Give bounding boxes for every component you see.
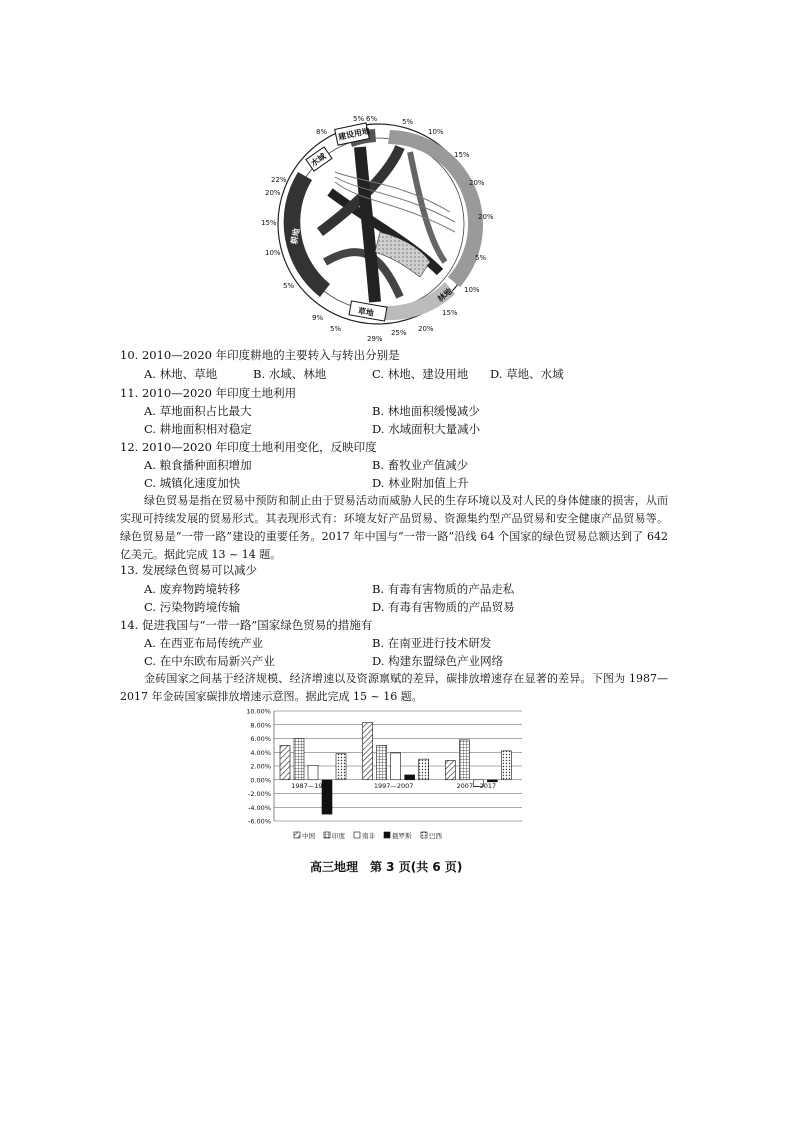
q12-option-c: C. 城镇化速度加快	[144, 476, 241, 490]
q10-option-a: A. 林地、草地	[144, 367, 218, 381]
y-tick-label: 0.00%	[250, 776, 271, 785]
bar-1	[445, 761, 455, 780]
carbon-growth-bar-chart	[232, 705, 532, 850]
pct-label: 5%	[475, 254, 487, 262]
pct-label: 20%	[265, 189, 281, 197]
pct-label: 10%	[428, 128, 444, 136]
passage-green-trade: 绿色贸易是指在贸易中预防和制止由于贸易活动而威胁人民的生存环境以及对人民的身体健康的损害，从而实现可持续发展的贸易形式。其表现形式有：环境友好产品贸易、资源集约型产品贸易和安全健康产品贸易等。绿色贸易是“一带一路”建设的重要任务。2017 年中国与“一带一路”沿线 64 个国家的绿色贸易总额达到了 642 亿美元。据此完成 13 ~ 14 题。	[120, 494, 668, 561]
pct-label: 10%	[265, 249, 281, 257]
pct-label: 6%	[366, 115, 378, 123]
q14-stem: 14. 促进我国与“一带一路”国家绿色贸易的措施有	[120, 618, 373, 632]
pct-label: 10%	[464, 286, 480, 294]
sector-label-construction: 建设用地	[337, 126, 371, 142]
y-tick-label: 10.00%	[246, 707, 271, 716]
legend-label: 南非	[362, 832, 375, 840]
pct-label: 5%	[402, 118, 414, 126]
q12-option-a: A. 粮食播种面积增加	[144, 458, 252, 472]
pct-label: 8%	[316, 128, 328, 136]
bar-5	[336, 754, 346, 780]
pct-label: 15%	[261, 219, 277, 227]
pct-label: 29%	[367, 335, 383, 343]
bar-3	[391, 753, 401, 780]
pct-label: 5%	[283, 282, 295, 290]
page-footer: 高三地理 第 3 页(共 6 页)	[310, 860, 463, 874]
q13-option-c: C. 污染物跨境传输	[144, 600, 241, 614]
pct-label: 15%	[442, 309, 458, 317]
pct-label: 15%	[454, 151, 470, 159]
q14-option-a: A. 在西亚布局传统产业	[144, 636, 264, 650]
category-label: 1997—2007	[373, 781, 414, 790]
legend-label: 中国	[302, 832, 315, 840]
bar-5	[501, 751, 511, 780]
bar-1	[280, 745, 290, 779]
y-tick-label: 8.00%	[250, 721, 271, 730]
sector-label-cropland: 耕地	[289, 227, 302, 245]
y-tick-label: -2.00%	[248, 790, 271, 798]
y-tick-label: 2.00%	[250, 762, 271, 771]
legend-swatch	[384, 832, 390, 838]
bar-2	[459, 740, 469, 780]
pct-label: 5%	[330, 325, 342, 333]
pct-label: 22%	[271, 176, 287, 184]
y-tick-label: -4.00%	[248, 803, 271, 812]
q11-stem: 11. 2010—2020 年印度土地利用	[120, 386, 297, 400]
q11-option-b: B. 林地面积缓慢减少	[372, 404, 480, 418]
q11-option-c: C. 耕地面积相对稳定	[144, 422, 252, 436]
bar-2	[294, 739, 304, 780]
q13-option-a: A. 废弃物跨境转移	[144, 582, 241, 596]
pct-label: 9%	[312, 314, 324, 322]
legend-swatch	[421, 832, 427, 838]
category-label: 1987—1997	[291, 781, 331, 790]
legend-label: 俄罗斯	[392, 832, 412, 840]
q11-option-a: A. 草地面积占比最大	[144, 404, 252, 418]
legend-swatch	[324, 832, 330, 838]
pct-label: 5%	[353, 115, 365, 123]
legend-label: 印度	[332, 832, 345, 840]
bar-2	[377, 745, 387, 779]
sector-label-forest: 林地	[435, 286, 454, 304]
y-tick-label: -6.00%	[248, 817, 271, 826]
q12-option-d: D. 林业附加值上升	[372, 476, 469, 490]
q12-option-b: B. 畜牧业产值减少	[372, 458, 469, 472]
q12-stem: 12. 2010—2020 年印度土地利用变化，反映印度	[120, 440, 377, 454]
q13-stem: 13. 发展绿色贸易可以减少	[120, 563, 257, 577]
q10-option-c: C. 林地、建设用地	[372, 367, 469, 381]
bar-1	[363, 723, 373, 780]
pct-label: 20%	[418, 325, 434, 333]
q14-option-d: D. 构建东盟绿色产业网络	[372, 654, 504, 668]
category-label: 2007—2017	[456, 781, 497, 790]
bar-4	[405, 775, 415, 780]
pct-label: 25%	[391, 329, 407, 337]
q14-option-c: C. 在中东欧布局新兴产业	[144, 654, 275, 668]
bar-5	[419, 759, 429, 780]
legend-swatch	[294, 832, 300, 838]
q13-option-d: D. 有毒有害物质的产品贸易	[372, 600, 515, 614]
sector-label-water: 水域	[309, 151, 328, 169]
pct-label: 20%	[478, 213, 494, 221]
q10-option-d: D. 草地、水域	[490, 367, 564, 381]
q10-option-b: B. 水域、林地	[253, 367, 327, 381]
bar-3	[308, 765, 318, 779]
legend-swatch	[354, 832, 360, 838]
q14-option-b: B. 在南亚进行技术研发	[372, 636, 492, 650]
y-tick-label: 4.00%	[250, 748, 271, 757]
q10-stem: 10. 2010—2020 年印度耕地的主要转入与转出分别是	[120, 348, 400, 362]
pct-label: 20%	[469, 179, 485, 187]
legend-label: 巴西	[429, 832, 442, 840]
q11-option-d: D. 水域面积大量减小	[372, 422, 481, 436]
y-tick-label: 6.00%	[250, 735, 271, 743]
q13-option-b: B. 有毒有害物质的产品走私	[372, 582, 515, 596]
land-use-chord-diagram	[250, 112, 510, 347]
passage-brics-carbon: 金砖国家之间基于经济规模、经济增速以及资源禀赋的差异，碳排放增速存在显著的差异。下图为 1987—2017 年金砖国家碳排放增速示意图。据此完成 15 ~ 16 题。	[120, 672, 668, 703]
sector-label-grassland: 草地	[357, 306, 375, 318]
